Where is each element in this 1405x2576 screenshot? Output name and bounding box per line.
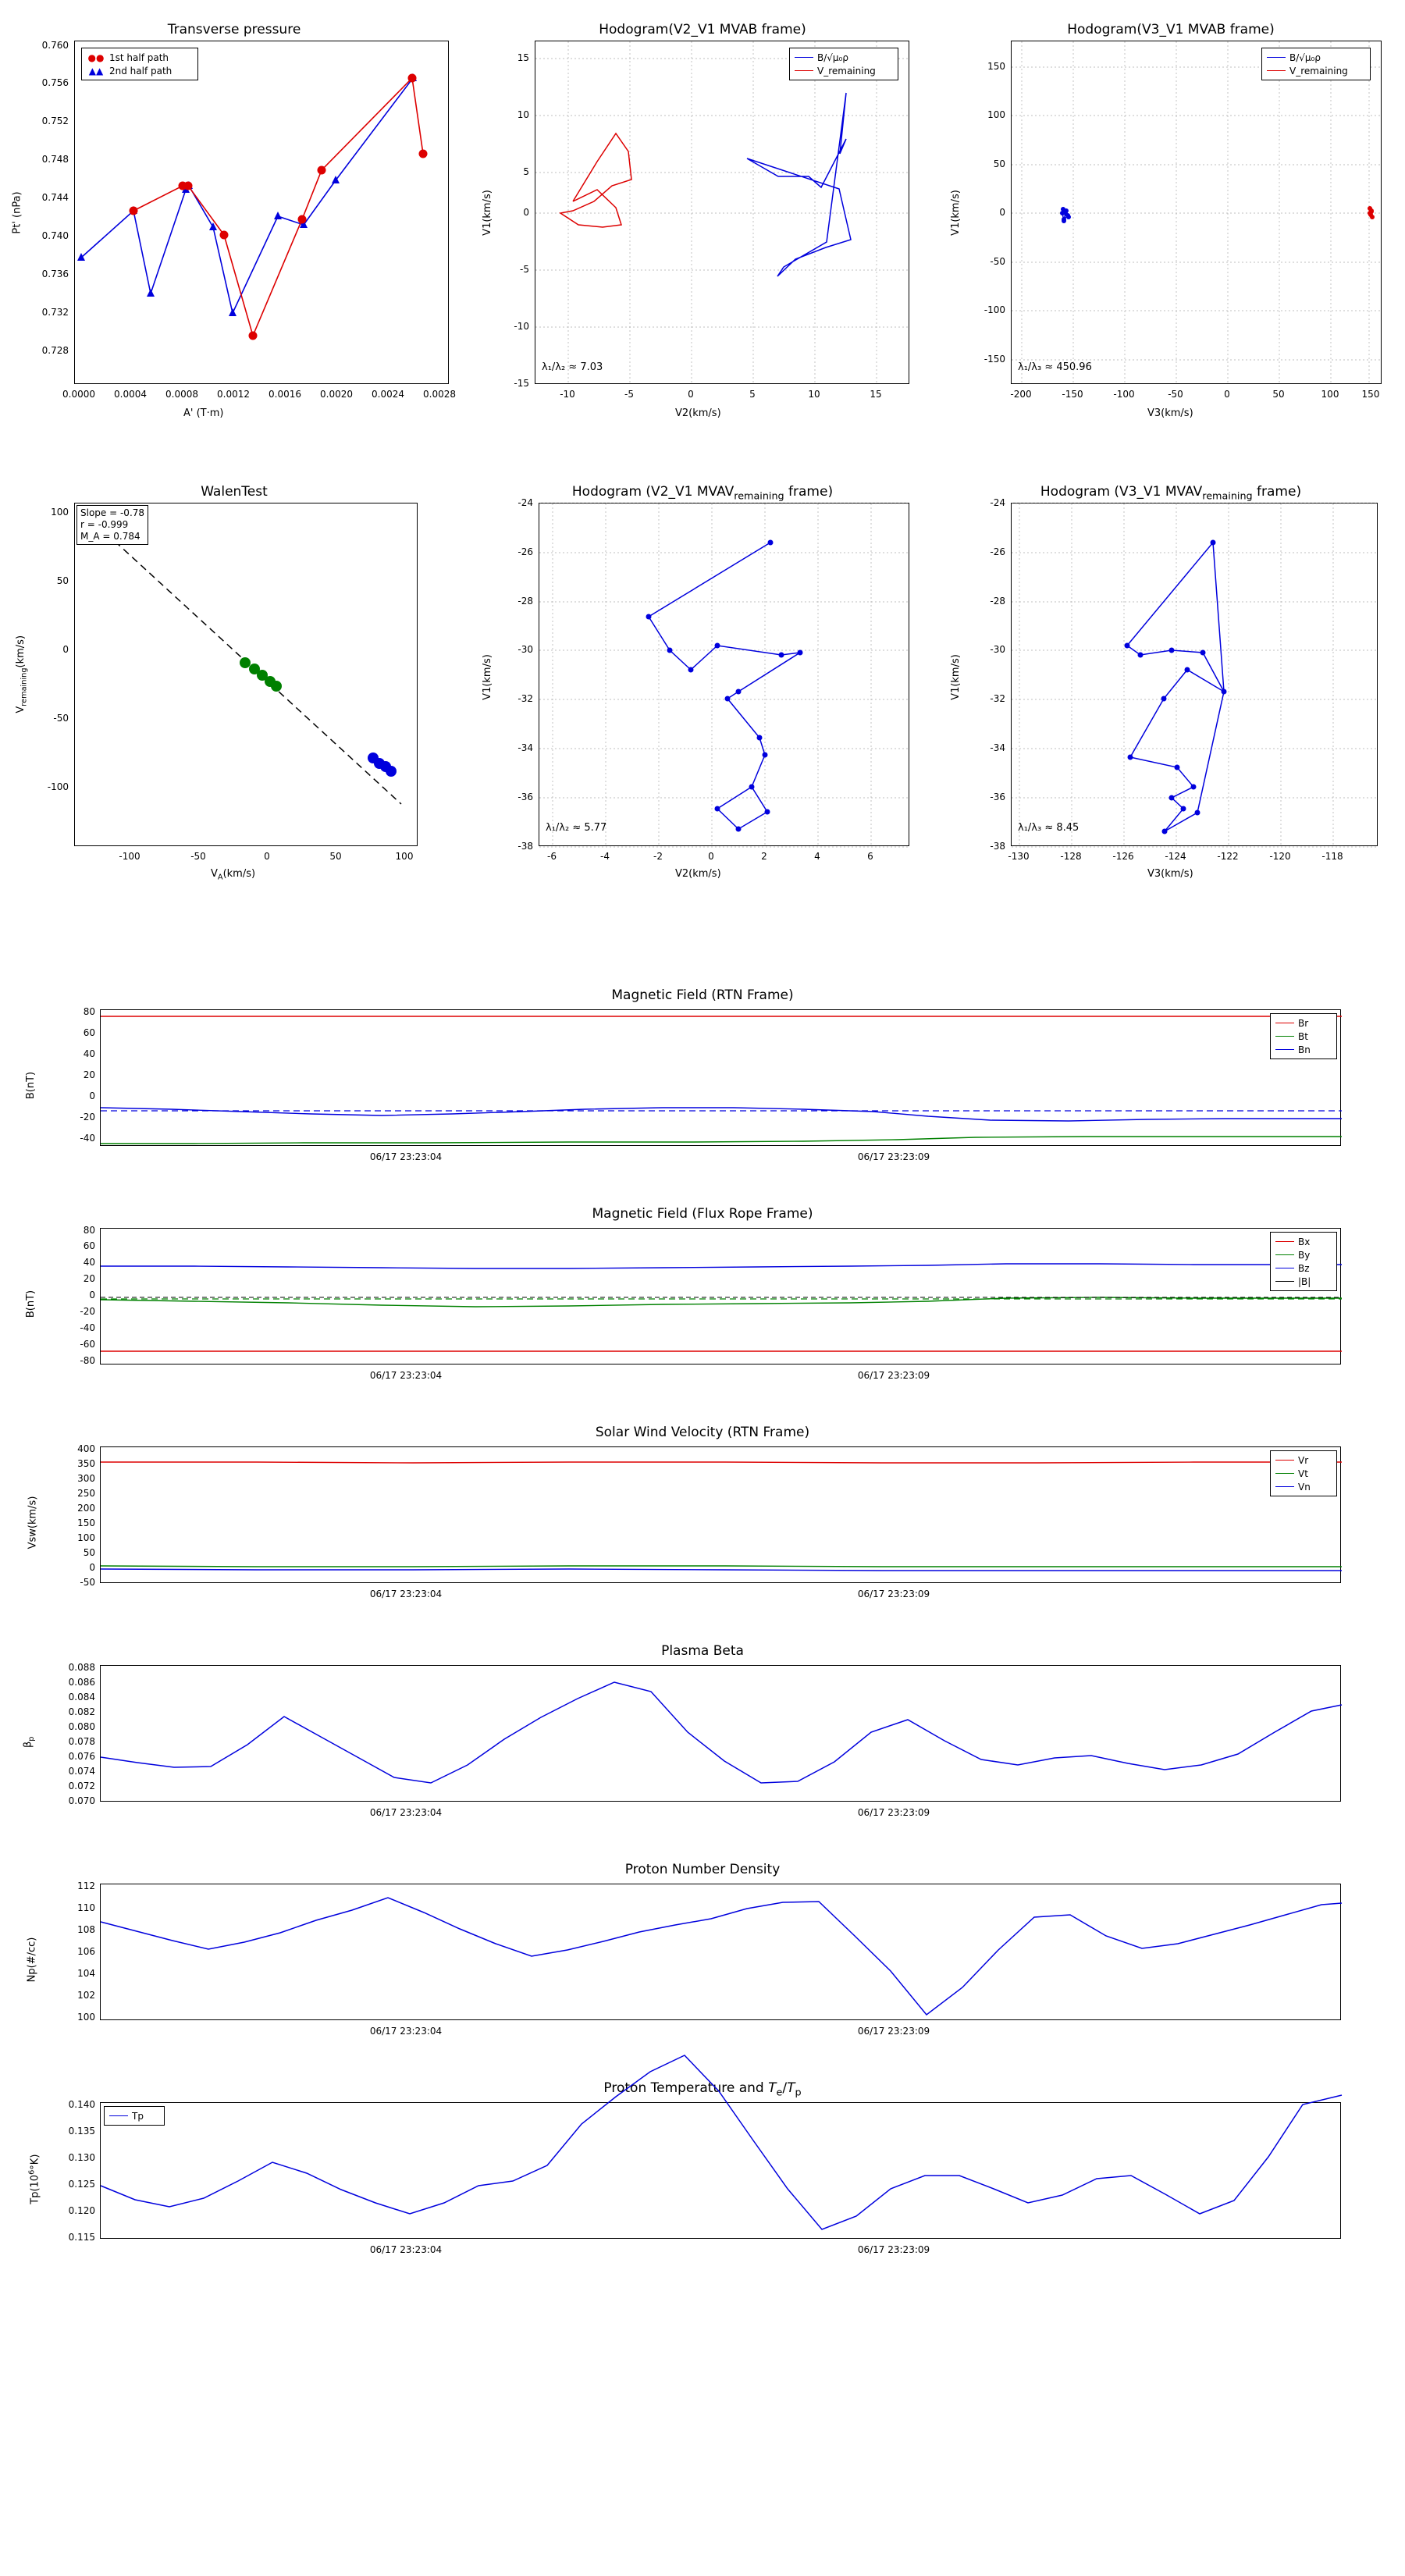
y-tick: 50 — [56, 575, 69, 586]
y-tick: 0.070 — [68, 1795, 95, 1806]
y-tick: 100 — [51, 507, 69, 518]
x-tick: -50 — [190, 851, 206, 862]
y-tick: 80 — [83, 1006, 95, 1017]
plot-svg — [101, 1884, 1342, 2021]
y-tick: 0.756 — [41, 77, 69, 88]
y-tick: 300 — [77, 1473, 95, 1484]
panel-title: Magnetic Field (RTN Frame) — [611, 987, 794, 1003]
legend-item: B/√μ₀ρ — [795, 51, 893, 64]
y-tick: 200 — [77, 1503, 95, 1514]
x-tick: -150 — [1062, 389, 1083, 400]
y-tick: 20 — [83, 1273, 95, 1284]
y-tick: -20 — [80, 1112, 95, 1123]
x-tick: 06/17 23:23:09 — [857, 1807, 930, 1818]
y-tick: 102 — [77, 1990, 95, 2001]
x-tick: 06/17 23:23:09 — [857, 2026, 930, 2037]
y-tick: -30 — [518, 644, 533, 655]
x-tick: -6 — [547, 851, 557, 862]
y-tick: -34 — [990, 742, 1005, 753]
y-axis-label: Np(#/cc) — [26, 1937, 38, 1983]
legend-item: Vt — [1275, 1467, 1332, 1480]
y-tick: 100 — [77, 2012, 95, 2023]
y-tick: 250 — [77, 1488, 95, 1499]
plot-svg — [101, 2103, 1342, 2240]
plot-area — [535, 41, 909, 384]
plot-svg — [1012, 41, 1382, 385]
y-tick: 0 — [89, 1091, 95, 1101]
plot-svg — [101, 1010, 1342, 1147]
y-tick: 350 — [77, 1458, 95, 1469]
panel-title: Hodogram(V2_V1 MVAB frame) — [599, 22, 806, 37]
legend-line-icon — [1275, 1049, 1294, 1050]
y-tick: 80 — [83, 1225, 95, 1236]
panel-title: Magnetic Field (Flux Rope Frame) — [592, 1206, 813, 1222]
y-axis-label: V1(km/s) — [949, 190, 962, 236]
plot-svg — [75, 41, 450, 385]
legend-item: Br — [1275, 1016, 1332, 1030]
legend — [1270, 1013, 1337, 1059]
x-tick: -126 — [1112, 851, 1134, 862]
y-tick: -32 — [990, 693, 1005, 704]
y-tick: 100 — [77, 1532, 95, 1543]
plot-area — [100, 1228, 1341, 1364]
y-tick: 0.736 — [41, 269, 69, 279]
y-tick: -50 — [53, 713, 69, 724]
y-tick: 150 — [987, 61, 1005, 72]
x-tick: -130 — [1008, 851, 1030, 862]
plot-area — [100, 1665, 1341, 1802]
legend-item: V_remaining — [1267, 64, 1365, 77]
x-tick: -4 — [600, 851, 610, 862]
panel-hodogram-v3v1-mvav — [937, 468, 1405, 906]
x-tick: 0.0016 — [269, 389, 301, 400]
x-tick: 0.0000 — [62, 389, 95, 400]
plot-area — [100, 1009, 1341, 1146]
y-axis-label: V1(km/s) — [949, 654, 962, 700]
x-tick: -128 — [1060, 851, 1082, 862]
y-axis-label: Vsw(km/s) — [27, 1496, 39, 1550]
x-tick: -122 — [1217, 851, 1239, 862]
y-axis-label: B(nT) — [25, 1290, 37, 1318]
x-tick: 0.0012 — [217, 389, 250, 400]
x-tick: -200 — [1010, 389, 1032, 400]
y-tick: 5 — [523, 166, 529, 177]
y-tick: 0 — [89, 1562, 95, 1573]
x-tick: -5 — [624, 389, 634, 400]
x-tick: -2 — [653, 851, 663, 862]
panel-proton-temperature — [0, 2080, 1405, 2283]
y-tick: 108 — [77, 1924, 95, 1935]
y-tick: 0.740 — [41, 230, 69, 241]
x-tick: 5 — [749, 389, 756, 400]
legend-item: |B| — [1275, 1275, 1332, 1288]
alfven-mach-value: M_A = 0.784 — [80, 531, 140, 542]
y-tick: 400 — [77, 1443, 95, 1454]
y-tick: 0 — [523, 207, 529, 218]
legend-line-icon — [1275, 1036, 1294, 1037]
plot-area — [100, 1884, 1341, 2020]
legend — [104, 2106, 165, 2126]
y-tick: -40 — [80, 1133, 95, 1144]
plot-area — [100, 1446, 1341, 1583]
y-axis-label: $Tp(10^6^\circ K)$ — [27, 2154, 41, 2204]
legend-line-icon — [795, 70, 813, 71]
y-tick: -26 — [990, 546, 1005, 557]
y-axis-label: V1(km/s) — [481, 190, 493, 236]
x-tick: 50 — [329, 851, 342, 862]
legend-item: V_remaining — [795, 64, 893, 77]
legend — [1270, 1232, 1337, 1291]
y-tick: 0.760 — [41, 40, 69, 51]
y-tick: -50 — [990, 256, 1005, 267]
panel-transverse-pressure — [0, 0, 468, 468]
plot-svg — [101, 1229, 1342, 1365]
x-tick: 0.0028 — [423, 389, 456, 400]
legend-line-icon — [1275, 1241, 1294, 1242]
y-tick: -20 — [80, 1306, 95, 1317]
panel-title: Proton Number Density — [624, 1862, 781, 1877]
y-tick: 104 — [77, 1968, 95, 1979]
y-tick: -100 — [47, 781, 69, 792]
x-tick: 06/17 23:23:04 — [369, 2244, 443, 2255]
y-tick: 0.072 — [68, 1781, 95, 1791]
y-tick: 0.088 — [68, 1662, 95, 1673]
legend — [789, 48, 898, 80]
x-axis-label: V2(km/s) — [675, 868, 721, 880]
x-tick: 0.0020 — [320, 389, 353, 400]
legend-item: Tp — [109, 2109, 159, 2122]
x-tick: 0.0004 — [114, 389, 147, 400]
plot-svg — [539, 503, 910, 847]
plot-area — [74, 503, 418, 846]
y-tick: -26 — [518, 546, 533, 557]
x-tick: 0.0008 — [165, 389, 198, 400]
legend-line-icon — [1275, 1486, 1294, 1487]
legend-line-icon — [1275, 1460, 1294, 1461]
legend-line-icon — [795, 57, 813, 58]
y-tick: 100 — [987, 109, 1005, 120]
legend-item: Vr — [1275, 1453, 1332, 1467]
y-tick: 0.078 — [68, 1736, 95, 1747]
panel-title: Plasma Beta — [661, 1643, 744, 1659]
panel-title: Transverse pressure — [167, 22, 301, 37]
legend-line-icon — [109, 2115, 128, 2116]
x-tick: 100 — [1321, 389, 1339, 400]
y-tick: 0 — [89, 1290, 95, 1300]
y-tick: 0.084 — [68, 1692, 95, 1703]
plot-area — [74, 41, 449, 384]
y-tick: 50 — [993, 158, 1005, 169]
x-tick: 4 — [814, 851, 820, 862]
y-tick: -36 — [518, 792, 533, 802]
panel-title: Hodogram (V2_V1 $MVAV_{remaining}$ frame) — [571, 484, 834, 503]
triangle-marker-icon: ▲▲ — [88, 65, 104, 76]
x-tick: 0 — [1224, 389, 1230, 400]
panel-magnetic-field-rtn — [0, 987, 1405, 1183]
x-tick: 06/17 23:23:09 — [857, 1370, 930, 1381]
y-tick: -50 — [80, 1577, 95, 1588]
panel-hodogram-v2v1-mvav — [468, 468, 937, 906]
y-tick: -28 — [518, 596, 533, 607]
y-tick: 0.076 — [68, 1751, 95, 1762]
y-tick: 0.752 — [41, 116, 69, 126]
legend-item: Bz — [1275, 1261, 1332, 1275]
x-tick: 50 — [1272, 389, 1285, 400]
y-tick: -40 — [80, 1322, 95, 1333]
panel-plasma-beta — [0, 1643, 1405, 1838]
legend-item: Vn — [1275, 1480, 1332, 1493]
x-tick: 06/17 23:23:09 — [857, 2244, 930, 2255]
y-tick: 60 — [83, 1027, 95, 1038]
panel-magnetic-field-fluxrope — [0, 1206, 1405, 1401]
legend — [1261, 48, 1371, 80]
plot-area — [100, 2102, 1341, 2239]
y-tick: 60 — [83, 1240, 95, 1251]
y-tick: -36 — [990, 792, 1005, 802]
plot-area — [1011, 41, 1382, 384]
x-tick: -50 — [1168, 389, 1183, 400]
circle-marker-icon: ●● — [87, 52, 105, 63]
y-tick: -5 — [520, 264, 529, 275]
y-axis-label: V1(km/s) — [481, 654, 493, 700]
panel-hodogram-v2v1-mvab — [468, 0, 937, 468]
y-tick: -80 — [80, 1355, 95, 1366]
panel-title: Proton Temperature and $T_e/T_p$ — [603, 2080, 802, 2099]
x-tick: 06/17 23:23:09 — [857, 1151, 930, 1162]
y-tick: 0.125 — [68, 2179, 95, 2190]
plot-svg — [101, 1447, 1342, 1584]
y-tick: -100 — [984, 304, 1005, 315]
y-tick: 0 — [999, 207, 1005, 218]
y-tick: 0.130 — [68, 2152, 95, 2163]
legend-line-icon — [1267, 57, 1286, 58]
x-tick: 06/17 23:23:04 — [369, 2026, 443, 2037]
x-axis-label: V2(km/s) — [675, 407, 721, 419]
y-tick: 110 — [77, 1902, 95, 1913]
x-tick: -100 — [119, 851, 140, 862]
x-tick: -118 — [1321, 851, 1343, 862]
legend-item: ▲▲ 2nd half path — [87, 64, 193, 77]
walen-fit-note — [76, 505, 148, 545]
legend-item: Bn — [1275, 1043, 1332, 1056]
panel-title: Hodogram(V3_V1 MVAB frame) — [1067, 22, 1275, 37]
y-tick: -15 — [514, 378, 529, 389]
y-tick: 0.732 — [41, 307, 69, 318]
plot-svg — [1012, 503, 1378, 847]
x-axis-label: V3(km/s) — [1147, 868, 1193, 880]
y-tick: -10 — [514, 321, 529, 332]
legend-item: By — [1275, 1248, 1332, 1261]
y-tick: 40 — [83, 1048, 95, 1059]
eigenvalue-ratio-annotation: λ₁/λ₂ ≈ 7.03 — [542, 361, 603, 373]
plot-area — [539, 503, 909, 846]
y-tick: -30 — [990, 644, 1005, 655]
y-tick: 0.080 — [68, 1721, 95, 1732]
x-tick: 15 — [870, 389, 882, 400]
legend-item: Bx — [1275, 1235, 1332, 1248]
x-axis-label: V3(km/s) — [1147, 407, 1193, 419]
legend-line-icon — [1267, 70, 1286, 71]
panel-title: Solar Wind Velocity (RTN Frame) — [595, 1425, 810, 1440]
y-tick: -34 — [518, 742, 533, 753]
panel-hodogram-v3v1-mvab — [937, 0, 1405, 468]
y-axis-label: $\beta_p$ — [22, 1736, 37, 1749]
legend-line-icon — [1275, 1281, 1294, 1282]
legend-item: B/√μ₀ρ — [1267, 51, 1365, 64]
x-axis-label: $V_A(km/s)$ — [211, 868, 256, 882]
panel-walen-test — [0, 468, 468, 906]
x-tick: 0 — [708, 851, 714, 862]
y-tick: -150 — [984, 354, 1005, 365]
x-tick: 2 — [761, 851, 767, 862]
x-tick: 06/17 23:23:04 — [369, 1370, 443, 1381]
y-tick: 0.140 — [68, 2099, 95, 2110]
legend — [1270, 1450, 1337, 1496]
x-tick: 0 — [264, 851, 270, 862]
plot-svg — [535, 41, 910, 385]
y-tick: 0.135 — [68, 2126, 95, 2137]
eigenvalue-ratio-annotation: λ₁/λ₂ ≈ 5.77 — [546, 822, 607, 834]
y-tick: -28 — [990, 596, 1005, 607]
plot-area — [1011, 503, 1378, 846]
x-tick: 06/17 23:23:04 — [369, 1151, 443, 1162]
y-tick: 112 — [77, 1880, 95, 1891]
panel-title: WalenTest — [201, 484, 268, 500]
y-tick: 50 — [83, 1547, 95, 1558]
y-tick: 0 — [62, 644, 69, 655]
x-tick: 150 — [1361, 389, 1380, 400]
y-tick: 40 — [83, 1257, 95, 1268]
panel-title: Hodogram (V3_V1 $MVAV_{remaining}$ frame) — [1040, 484, 1302, 503]
x-tick: 10 — [808, 389, 820, 400]
y-axis-label: B(nT) — [25, 1071, 37, 1100]
eigenvalue-ratio-annotation: λ₁/λ₃ ≈ 8.45 — [1018, 822, 1080, 834]
x-tick: -100 — [1113, 389, 1135, 400]
y-tick: -38 — [990, 841, 1005, 852]
y-tick: 0.120 — [68, 2205, 95, 2216]
y-tick: 0.728 — [41, 345, 69, 356]
slope-value: Slope = -0.78 — [80, 507, 145, 518]
x-tick: 06/17 23:23:09 — [857, 1589, 930, 1599]
y-tick: 0.744 — [41, 192, 69, 203]
legend — [81, 48, 198, 80]
x-tick: -10 — [560, 389, 575, 400]
y-axis-label: Pt' (nPa) — [11, 191, 23, 234]
correlation-value: r = -0.999 — [80, 519, 129, 530]
x-axis-label: A' (T·m) — [183, 407, 224, 419]
x-tick: 06/17 23:23:04 — [369, 1807, 443, 1818]
y-tick: 0.115 — [68, 2232, 95, 2243]
x-tick: -124 — [1165, 851, 1186, 862]
plot-svg — [101, 1666, 1342, 1802]
legend-item: ●● 1st half path — [87, 52, 169, 63]
y-tick: 0.748 — [41, 154, 69, 165]
legend-line-icon — [1275, 1254, 1294, 1255]
y-tick: 0.082 — [68, 1706, 95, 1717]
y-tick: -38 — [518, 841, 533, 852]
plot-svg — [75, 503, 418, 847]
y-tick: 10 — [517, 109, 529, 120]
x-tick: 6 — [867, 851, 873, 862]
y-tick: 20 — [83, 1069, 95, 1080]
x-tick: 0 — [688, 389, 694, 400]
legend-line-icon — [1275, 1473, 1294, 1474]
eigenvalue-ratio-annotation: λ₁/λ₃ ≈ 450.96 — [1018, 361, 1092, 373]
panel-proton-number-density — [0, 1862, 1405, 2057]
legend-item: Bt — [1275, 1030, 1332, 1043]
y-tick: 0.074 — [68, 1766, 95, 1777]
y-tick: 15 — [517, 52, 529, 63]
y-tick: -24 — [990, 497, 1005, 508]
x-tick: 100 — [395, 851, 414, 862]
y-tick: -60 — [80, 1339, 95, 1350]
panel-solar-wind-velocity-rtn — [0, 1425, 1405, 1620]
y-tick: 0.086 — [68, 1677, 95, 1688]
x-tick: -120 — [1269, 851, 1291, 862]
x-tick: 0.0024 — [372, 389, 404, 400]
y-axis-label: $V_{remaining}(km/s)$ — [15, 635, 29, 713]
y-tick: -32 — [518, 693, 533, 704]
x-tick: 06/17 23:23:04 — [369, 1589, 443, 1599]
y-tick: 106 — [77, 1946, 95, 1957]
y-tick: 150 — [77, 1517, 95, 1528]
y-tick: -24 — [518, 497, 533, 508]
